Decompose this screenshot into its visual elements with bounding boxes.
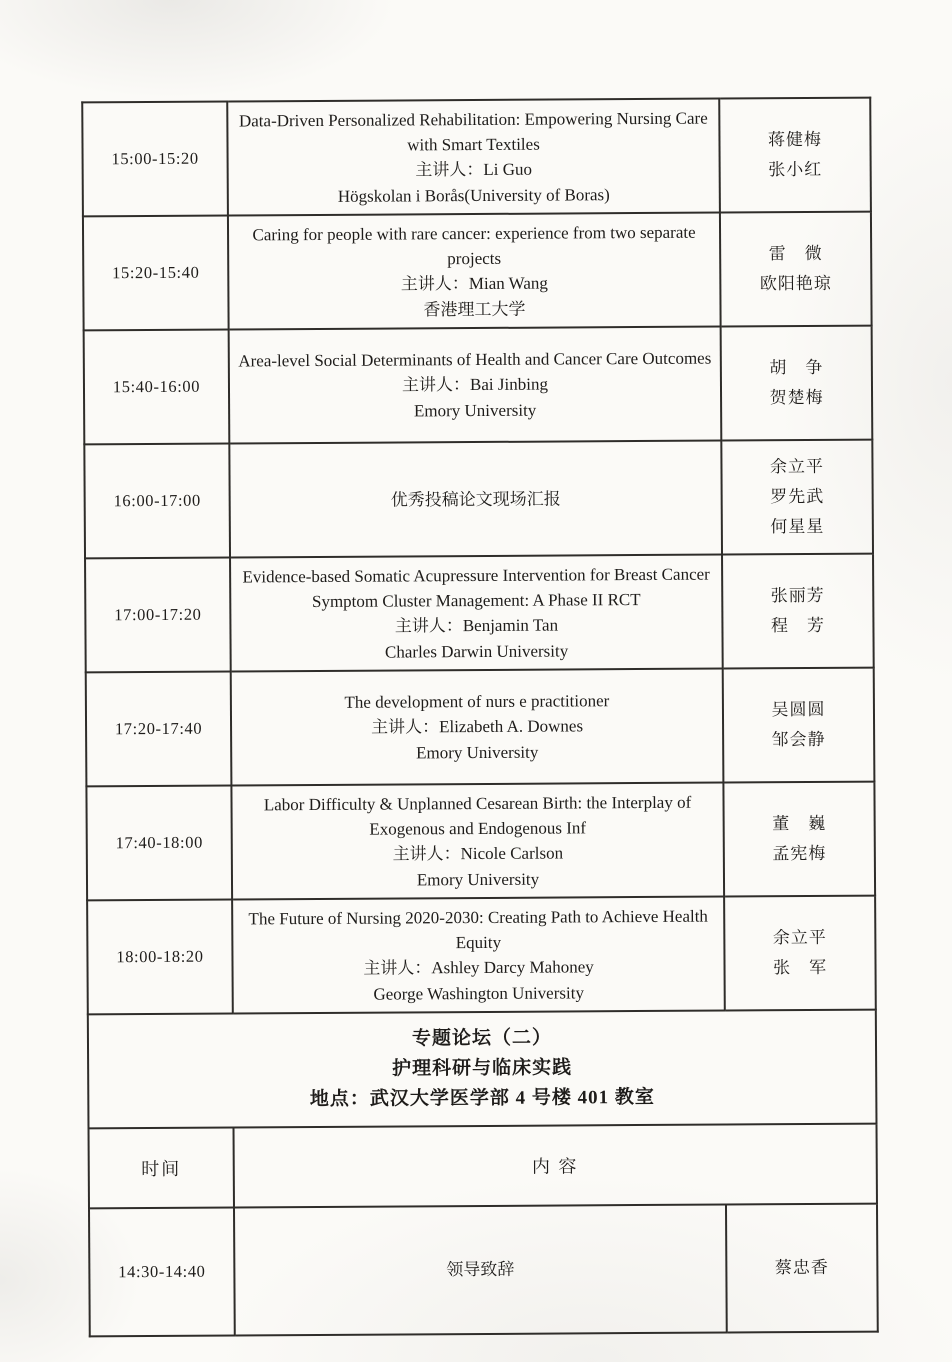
presenter-name: 董 巍 <box>772 813 827 834</box>
content-cell <box>234 1205 727 1336</box>
time-cell <box>84 330 230 445</box>
content-cell <box>228 213 721 330</box>
session-affiliation: 香港理工大学 <box>423 299 526 319</box>
scanned-schedule-page <box>81 97 877 1338</box>
session-row <box>85 554 874 673</box>
session-title: The development of nurs e practitioner <box>344 691 610 712</box>
session-affiliation: George Washington University <box>373 982 584 1004</box>
content-cell <box>230 555 723 672</box>
forum-banner-row <box>88 1010 877 1129</box>
session-time: 17:40-18:00 <box>115 832 203 853</box>
column-header-row <box>89 1124 877 1209</box>
time-cell <box>86 786 232 901</box>
time-cell <box>87 900 233 1015</box>
session-title: Area-level Social Determinants of Health and Cancer Care Outcomes <box>238 348 712 371</box>
session-title: Caring for people with rare cancer: experience from two separate projects <box>252 222 696 268</box>
session-time: 15:40-16:00 <box>112 376 201 397</box>
time-cell <box>85 558 231 673</box>
presenter-name: 欧阳艳琼 <box>759 273 832 294</box>
session-row <box>87 896 876 1015</box>
session-row <box>89 1204 878 1337</box>
presenters-cell <box>719 98 871 213</box>
session-time: 15:20-15:40 <box>112 262 200 283</box>
presenter-name: 吴圆圆 <box>771 699 826 720</box>
presenter-name: 孟宪梅 <box>772 843 827 864</box>
session-time: 14:30-14:40 <box>118 1261 206 1282</box>
session-affiliation: Högskolan i Borås(University of Boras) <box>337 184 610 206</box>
content-cell <box>231 669 724 786</box>
session-row <box>84 326 873 445</box>
session-affiliation: Emory University <box>416 742 539 763</box>
forum-subtitle: 护理科研与临床实践 <box>392 1057 573 1080</box>
session-speaker: 主讲人：Benjamin Tan <box>394 615 559 636</box>
session-title: Data-Driven Personalized Rehabilitation: Empowering Nursing Care with Smart Textiles <box>238 108 708 154</box>
presenters-cell <box>723 782 875 897</box>
session-title: 优秀投稿论文现场汇报 <box>390 488 561 510</box>
content-cell <box>229 441 722 558</box>
forum-title: 专题论坛（二） <box>411 1027 553 1050</box>
content-cell <box>229 327 722 444</box>
presenters-cell <box>721 326 873 441</box>
session-speaker: 主讲人：Elizabeth A. Downes <box>371 716 584 737</box>
session-row <box>83 212 872 331</box>
presenters-cell <box>722 554 874 669</box>
presenter-name: 贺楚梅 <box>769 387 824 408</box>
presenter-name: 张小红 <box>768 159 823 180</box>
session-time: 18:00-18:20 <box>116 946 204 967</box>
session-time: 17:00-17:20 <box>114 604 202 625</box>
presenter-name: 蔡忠香 <box>774 1257 829 1278</box>
content-cell <box>232 897 725 1014</box>
session-time: 17:20-17:40 <box>114 718 203 739</box>
time-cell <box>89 1208 235 1337</box>
session-affiliation: Charles Darwin University <box>384 640 569 662</box>
session-speaker: 主讲人：Li Guo <box>415 159 533 179</box>
session-row <box>86 668 875 787</box>
presenter-name: 张 军 <box>772 957 828 978</box>
presenter-name: 蒋健梅 <box>767 129 823 150</box>
presenter-name: 雷 微 <box>768 243 823 264</box>
session-title: Evidence-based Somatic Acupressure Intervention for Breast Cancer Symptom Cluster Management: A Phase II RCT <box>242 564 710 611</box>
time-cell <box>86 672 232 787</box>
time-cell <box>84 444 230 559</box>
forum-location: 地点：武汉大学医学部 4 号楼 401 教室 <box>309 1086 655 1111</box>
session-speaker: 主讲人：Nicole Carlson <box>392 842 564 864</box>
session-affiliation: Emory University <box>413 400 537 421</box>
presenter-name: 张丽芳 <box>770 585 825 606</box>
session-title: The Future of Nursing 2020-2030: Creating Path to Achieve Health Equity <box>248 906 708 952</box>
time-cell <box>82 102 228 217</box>
presenters-cell <box>723 668 875 783</box>
time-cell <box>83 216 229 331</box>
session-speaker: 主讲人：Bai Jinbing <box>401 374 548 395</box>
session-time: 15:00-15:20 <box>111 148 199 169</box>
session-title: Labor Difficulty & Unplanned Cesarean Birth: the Interplay of Exogenous and Endogenous Inf <box>263 792 692 839</box>
presenter-name: 程 芳 <box>770 615 826 636</box>
time-header-cell <box>89 1128 234 1209</box>
session-time: 16:00-17:00 <box>113 490 201 511</box>
content-header-label: 内 容 <box>531 1156 579 1177</box>
session-row <box>82 98 871 217</box>
presenter-name: 邹会静 <box>771 729 826 750</box>
presenters-cell <box>721 440 873 555</box>
presenter-name: 胡 争 <box>769 357 824 378</box>
content-cell <box>231 783 724 900</box>
session-affiliation: Emory University <box>416 869 540 889</box>
presenter-name: 何星星 <box>770 516 825 537</box>
session-row <box>86 782 875 901</box>
session-speaker: 主讲人：Mian Wang <box>400 273 548 293</box>
session-title: 领导致辞 <box>446 1259 515 1280</box>
session-speaker: 主讲人：Ashley Darcy Mahoney <box>363 956 594 978</box>
content-header-cell <box>234 1124 877 1208</box>
session-row <box>84 440 873 559</box>
forum-banner-cell <box>88 1010 877 1129</box>
content-cell <box>227 99 720 216</box>
presenter-name: 罗先武 <box>770 486 825 507</box>
presenters-cell <box>724 896 876 1011</box>
presenter-name: 余立平 <box>769 456 825 477</box>
presenter-name: 余立平 <box>772 927 827 948</box>
presenters-cell <box>720 212 872 327</box>
conference-schedule-table <box>81 97 879 1338</box>
presenters-cell <box>726 1204 878 1333</box>
time-header-label: 时间 <box>141 1158 182 1180</box>
